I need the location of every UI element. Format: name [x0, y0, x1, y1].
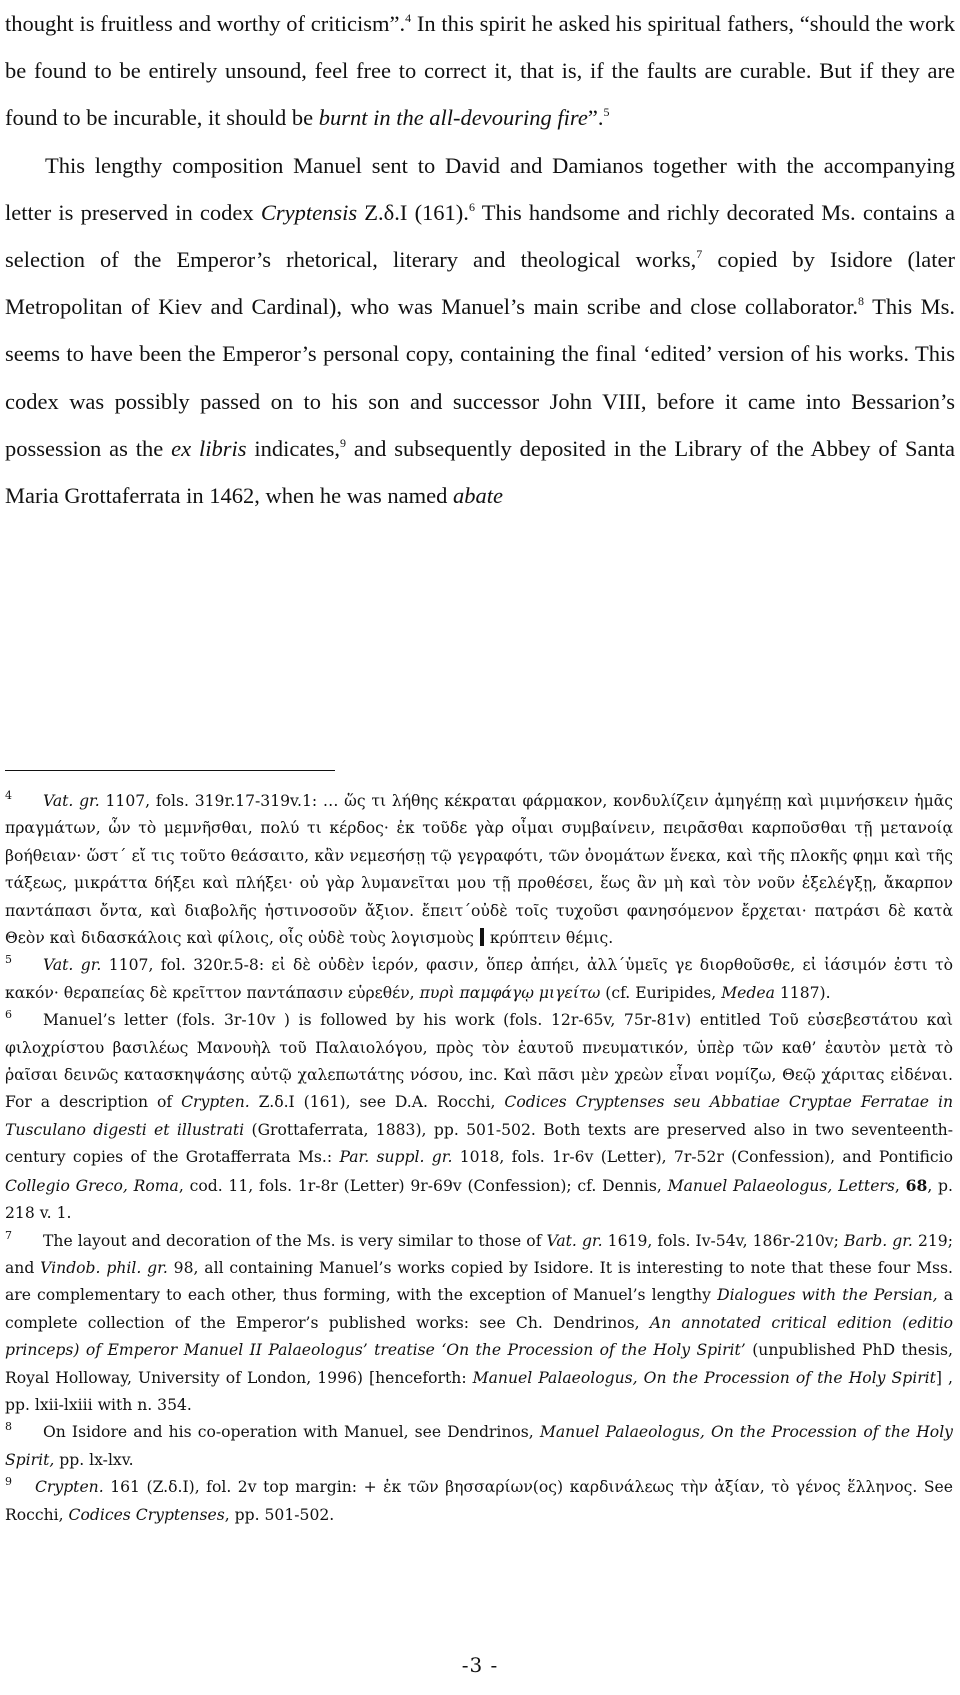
footnote-ref-5[interactable]: 5 — [603, 105, 610, 120]
text: 1107, fol. 320r.5-8: εἰ δὲ οὐδὲν ἱερόν, φασιν, ὅπερ ἀπήει, ἀλλ΄ὑμεῖς γε διορθοῦσθε, εἰ ἰάσιμόν ἐστι τὸ κακόν· θεραπείας δὲ κρεῖττον παντάπασιν εὑρεθέν, — [5, 956, 953, 1002]
text: thought is fruitless and worthy of criticism”. — [5, 11, 406, 36]
text: pp. lx-lxv. — [54, 1450, 134, 1469]
text-italic: Cryptensis — [260, 199, 358, 225]
text-italic: Crypten. — [181, 1093, 250, 1112]
footnote-6: 6 Manuel’s letter (fols. 3r-10v ) is followed by his work (fols. 12r-65v, 75r-81v) entitled Τοῦ εὐσεβεστάτου καὶ φιλοχρίστου βασιλέως Μανουὴλ τοῦ Παλαιολόγου, πρὸς τὸν ἑαυτοῦ πνευματικόν, ὑπὲρ τῶν καθ’ ἑαυτὸν μετὰ τὸ ῥαῖσαι δεινῶς κατασκηψάσης αὐτῷ χαλεπωτάτης νόσου, inc. Καὶ πᾶσι μὲν χρεὼν εἶναι νομίζω, Θεῷ χάριτας εἰδέναι. For a description of Crypten. Z.δ.I (161), see D.A. Rocchi, Codices Cryptenses seu Abbatiae Cryptae Ferratae in Tusculano digesti et illustrati (Grottaferrata, 1883), pp. 501-502. Both texts are preserved also in two seventeenth-century copies of the Grotafferrata Ms.: Par. suppl. gr. 1018, fols. 1r-6v (Letter), 7r-52r (Confession), and Pontificio Collegio Greco, Roma, cod. 11, fols. 1r-8r (Letter) 9r-69v (Confession); cf. Dennis, Manuel Palaeologus, Letters, 68, p. 218 v. 1. — [5, 1008, 953, 1223]
text: , pp. 501-502. — [224, 1505, 335, 1524]
footnote-ref-4[interactable]: 4 — [405, 11, 412, 25]
footnote-8: 8 On Isidore and his co-operation with Manuel, see Dendrinos, Manuel Palaeologus, On the Procession of the Holy Spirit, pp. lx-lxv. — [5, 1420, 953, 1469]
text: Manuel’s letter (fols. 3r-10v ) is followed by his work (fols. 12r-65v, 75r-81v) entitled Τοῦ εὐσεβεστάτου καὶ φιλοχρίστου βασιλέως Μανουὴλ τοῦ Παλαιολόγου, πρὸς τὸν ἑαυτοῦ πνευματικόν, ὑπὲρ τῶν καθ’ ἑαυτὸν μετὰ τὸ ῥαῖσαι δεινῶς κατασκηψάσης αὐτῷ χαλεπωτάτης νόσου, inc. Καὶ πᾶσι μὲν χρεὼν εἶναι νομίζω, Θεῷ χάριτας εἰδέναι. For a description of — [5, 1011, 953, 1112]
footnote-5: 5 Vat. gr. 1107, fol. 320r.5-8: εἰ δὲ οὐδὲν ἱερόν, φασιν, ὅπερ ἀπήει, ἀλλ΄ὑμεῖς γε διορθοῦσθε, εἰ ἰάσιμόν ἐστι τὸ κακόν· θεραπείας δὲ κρεῖττον παντάπασιν εὑρεθέν, πυρὶ παμφάγῳ μιγείτω (cf. Euripides, Medea 1187). — [5, 953, 953, 1002]
text: 1187). — [774, 983, 831, 1002]
footnote-ref-8[interactable]: 8 — [858, 294, 865, 309]
text: 161 (Z.δ.I), fol. 2v top margin: + ἐκ τῶν βησσαρίων(ος) καρδινάλεως τὴν ἀξίαν, τὸ γένος ἕλληνος. See Rocchi, — [5, 1478, 953, 1524]
text: 1018, fols. 1r-6v (Letter), 7r-52r (Confession), and Pontificio — [452, 1148, 953, 1167]
text-italic: Dialogues with the Persian, — [717, 1286, 938, 1305]
text-italic: Collegio Greco, Roma — [5, 1176, 179, 1195]
double-bar-mark — [480, 928, 484, 946]
text-italic: Par. suppl. gr. — [339, 1148, 453, 1167]
text: ] , pp. lxii-lxiii with n. 354. — [5, 1368, 953, 1414]
main-text — [5, 0, 955, 519]
text: This handsome and richly decorated Ms. contains a selection of the Emperor’s rhetorical, literary and theological works, — [5, 199, 956, 273]
text: The layout and decoration of the Ms. is very similar to those of — [43, 1231, 547, 1250]
page-number: -3 - — [461, 1653, 499, 1677]
text-italic: Medea — [721, 983, 775, 1002]
text-italic: Vat. gr. — [43, 956, 102, 975]
text-italic: burnt in the all-devouring fire — [318, 105, 588, 131]
text: (unpublished PhD thesis, Royal Holloway, University of London, 1996) [henceforth: — [5, 1341, 953, 1387]
footnotes — [5, 788, 953, 1529]
footnote-ref-6[interactable]: 6 — [468, 199, 475, 214]
text-italic: Codices Cryptenses seu Abbatiae Cryptae Ferratae in Tusculano digesti et illustrati — [5, 1093, 953, 1139]
text: This lengthy composition Manuel sent to David and Damianos together with the accompanying letter is preserved in codex — [5, 152, 955, 225]
footnote-9: 9 Crypten. 161 (Z.δ.I), fol. 2v top margin: + ἐκ τῶν βησσαρίων(ος) καρδινάλεως τὴν ἀξίαν, τὸ γένος ἕλληνος. See Rocchi, Codices Cryptenses, pp. 501-502. — [5, 1475, 953, 1524]
text-italic: πυρὶ παμφάγῳ μιγείτω — [419, 983, 601, 1002]
text-italic: ex libris — [171, 435, 247, 461]
text: 98, all containing Manuel’s works copied by Isidore. It is interesting to note that these four Mss. are complementary to each other, thus forming, with the exception of Manuel’s lengthy — [5, 1258, 953, 1305]
text: κρύπτειν θέμις. — [489, 929, 614, 948]
text-italic: Manuel Palaeologus, Letters — [667, 1176, 895, 1195]
text: In this spirit he asked his spiritual fathers, “should the work be found to be entirely unsound, feel free to correct it, that is, if the faults are curable. But if they are found to be incurable, it should be — [5, 11, 956, 131]
text-italic: Vat. gr. — [43, 792, 100, 810]
text: (Grottaferrata, 1883), pp. 501-502. Both texts are preserved also in two seventeenth-century copies of the Grotafferrata Ms.: — [5, 1120, 953, 1167]
text: Z.δ.I (161), see D.A. Rocchi, — [249, 1093, 505, 1112]
text-italic: Crypten. — [35, 1478, 104, 1497]
text-italic: Manuel Palaeologus, On the Procession of the Holy Spirit — [472, 1368, 936, 1387]
paragraph-2 — [5, 142, 955, 520]
text: On Isidore and his co-operation with Manuel, see Dendrinos, — [43, 1423, 540, 1442]
text: ”. — [587, 105, 604, 131]
text: 219; and — [5, 1231, 953, 1277]
footnote-separator — [5, 770, 335, 771]
text: 1107, fols. 319r.17-319v.1: … ὥς τι λήθης κέκραται φάρμακον, κονδυλίζειν ἀμηγέπῃ καὶ μιμνήσκειν ἡμᾶς πραγμάτων, ὧν τὸ μεμνῆσθαι, πολύ τι κέρδος· ἐκ τοῦδε γὰρ οἶμαι συμβαίνειν, πειρᾶσθαι καρποῦσθαι τῇ μετανοίᾳ βοήθειαν· ὥστ΄ εἴ τις τοῦτο θεάσαιτο, κἂν νεμεσήσῃ τῷ γεγραφότι, τῶν ὀνομάτων ἕνεκα, καὶ τῆς πλοκῆς φημι καὶ τῆς τάξεως, μικράττα δήξει καὶ πλήξει· οὐ γὰρ λυμανεῖται μου τῇ προθέσει, ἕως ἂν μὴ καὶ τὸν νοῦν ἐξελέγξῃ, ἄκαρπον παντάπασι ὄντα, καὶ διαβολῆς ἡστινοσοῦν ἄξιον. ἔπειτ΄οὐδὲ τοῖς τυχοῦσι φανησόμενον ἔρχεται· πατράσι δὲ κατὰ Θεὸν καὶ διδασκάλοις καὶ φίλοις, οἷς οὐδὲ τοὺς λογισμοὺς — [5, 792, 953, 948]
text: , p. 218 v. 1. — [5, 1176, 953, 1223]
text: Z.δ.I (161). — [357, 199, 469, 225]
text-italic: Codices Cryptenses — [68, 1505, 225, 1524]
text-italic: Vat. gr. — [546, 1231, 603, 1250]
paragraph-1 — [5, 0, 955, 142]
text-italic: Manuel Palaeologus, On the Procession of the Holy Spirit, — [5, 1423, 953, 1469]
text-italic: An annotated critical edition (editio princeps) of Emperor Manuel II Palaeologus’ treatise ‘On the Procession of the Holy Spirit’ — [5, 1313, 953, 1360]
text: 1619, fols. Iv-54v, 186r-210v; — [602, 1231, 844, 1250]
text: , cod. 11, fols. 1r-8r (Letter) 9r-69v (Confession); cf. Dennis, — [178, 1176, 668, 1195]
footnote-ref-7[interactable]: 7 — [696, 247, 703, 262]
text-italic: abate — [452, 483, 503, 509]
text: copied by Isidore (later Metropolitan of Kiev and Cardinal), who was Manuel’s main scribe and close collaborator. — [5, 247, 955, 320]
footnote-ref-9[interactable]: 9 — [339, 435, 346, 450]
text: (cf. Euripides, — [600, 983, 722, 1002]
text-italic: Barb. gr. — [844, 1231, 913, 1250]
text-italic: Vindob. phil. gr. — [40, 1258, 168, 1277]
text: a complete collection of the Emperor’s published works: see Ch. Dendrinos, — [5, 1286, 954, 1332]
footnote-4: 4 Vat. gr. 1107, fols. 319r.17-319v.1: … ὥς τι λήθης κέκραται φάρμακον, κονδυλίζειν ἀμηγέπῃ καὶ μιμνήσκειν ἡμᾶς πραγμάτων, ὧν τὸ μεμνῆσθαι, πολύ τι κέρδος· ἐκ τοῦδε γὰρ οἶμαι συμβαίνειν, πειρᾶσθαι καρποῦσθαι τῇ μετανοίᾳ βοήθειαν· ὥστ΄ εἴ τις τοῦτο θεάσαιτο, κἂν νεμεσήσῃ τῷ γεγραφότι, τῶν ὀνομάτων ἕνεκα, καὶ τῆς πλοκῆς φημι καὶ τῆς τάξεως, μικράττα δήξει καὶ πλήξει· οὐ γὰρ λυμανεῖται μου τῇ προθέσει, ἕως ἂν μὴ καὶ τὸν νοῦν ἐξελέγξῃ, ἄκαρπον παντάπασι ὄντα, καὶ διαβολῆς ἡστινοσοῦν ἄξιον. ἔπειτ΄οὐδὲ τοῖς τυχοῦσι φανησόμενον ἔρχεται· πατράσι δὲ κατὰ Θεὸν καὶ διδασκάλοις καὶ φίλοις, οἷς οὐδὲ τοὺς λογισμοὺς κρύπτειν θέμις. — [5, 789, 953, 948]
text: and subsequently deposited in the Library of the Abbey of Santa Maria Grottaferrata in 1462, when he was named — [5, 435, 955, 509]
text: This Ms. seems to have been the Emperor’s personal copy, containing the final ‘edited’ version of his works. This codex was possibly passed on to his son and successor John VIII, before it came into Bessarion’s possession as the — [5, 294, 955, 461]
text: , — [894, 1176, 906, 1195]
footnote-7: 7 The layout and decoration of the Ms. is very similar to those of Vat. gr. 1619, fols. Iv-54v, 186r-210v; Barb. gr. 219; and Vindob. phil. gr. 98, all containing Manuel’s works copied by Isidore. It is interesting to note that these four Mss. are complementary to each other, thus forming, with the exception of Manuel’s lengthy Dialogues with the Persian, a complete collection of the Emperor’s published works: see Ch. Dendrinos, An annotated critical edition (editio princeps) of Emperor Manuel II Palaeologus’ treatise ‘On the Procession of the Holy Spirit’ (unpublished PhD thesis, Royal Holloway, University of London, 1996) [henceforth: Manuel Palaeologus, On the Procession of the Holy Spirit] , pp. lxii-lxiii with n. 354. — [5, 1228, 954, 1414]
text-bold: 68 — [905, 1175, 928, 1195]
text: indicates, — [246, 435, 340, 461]
